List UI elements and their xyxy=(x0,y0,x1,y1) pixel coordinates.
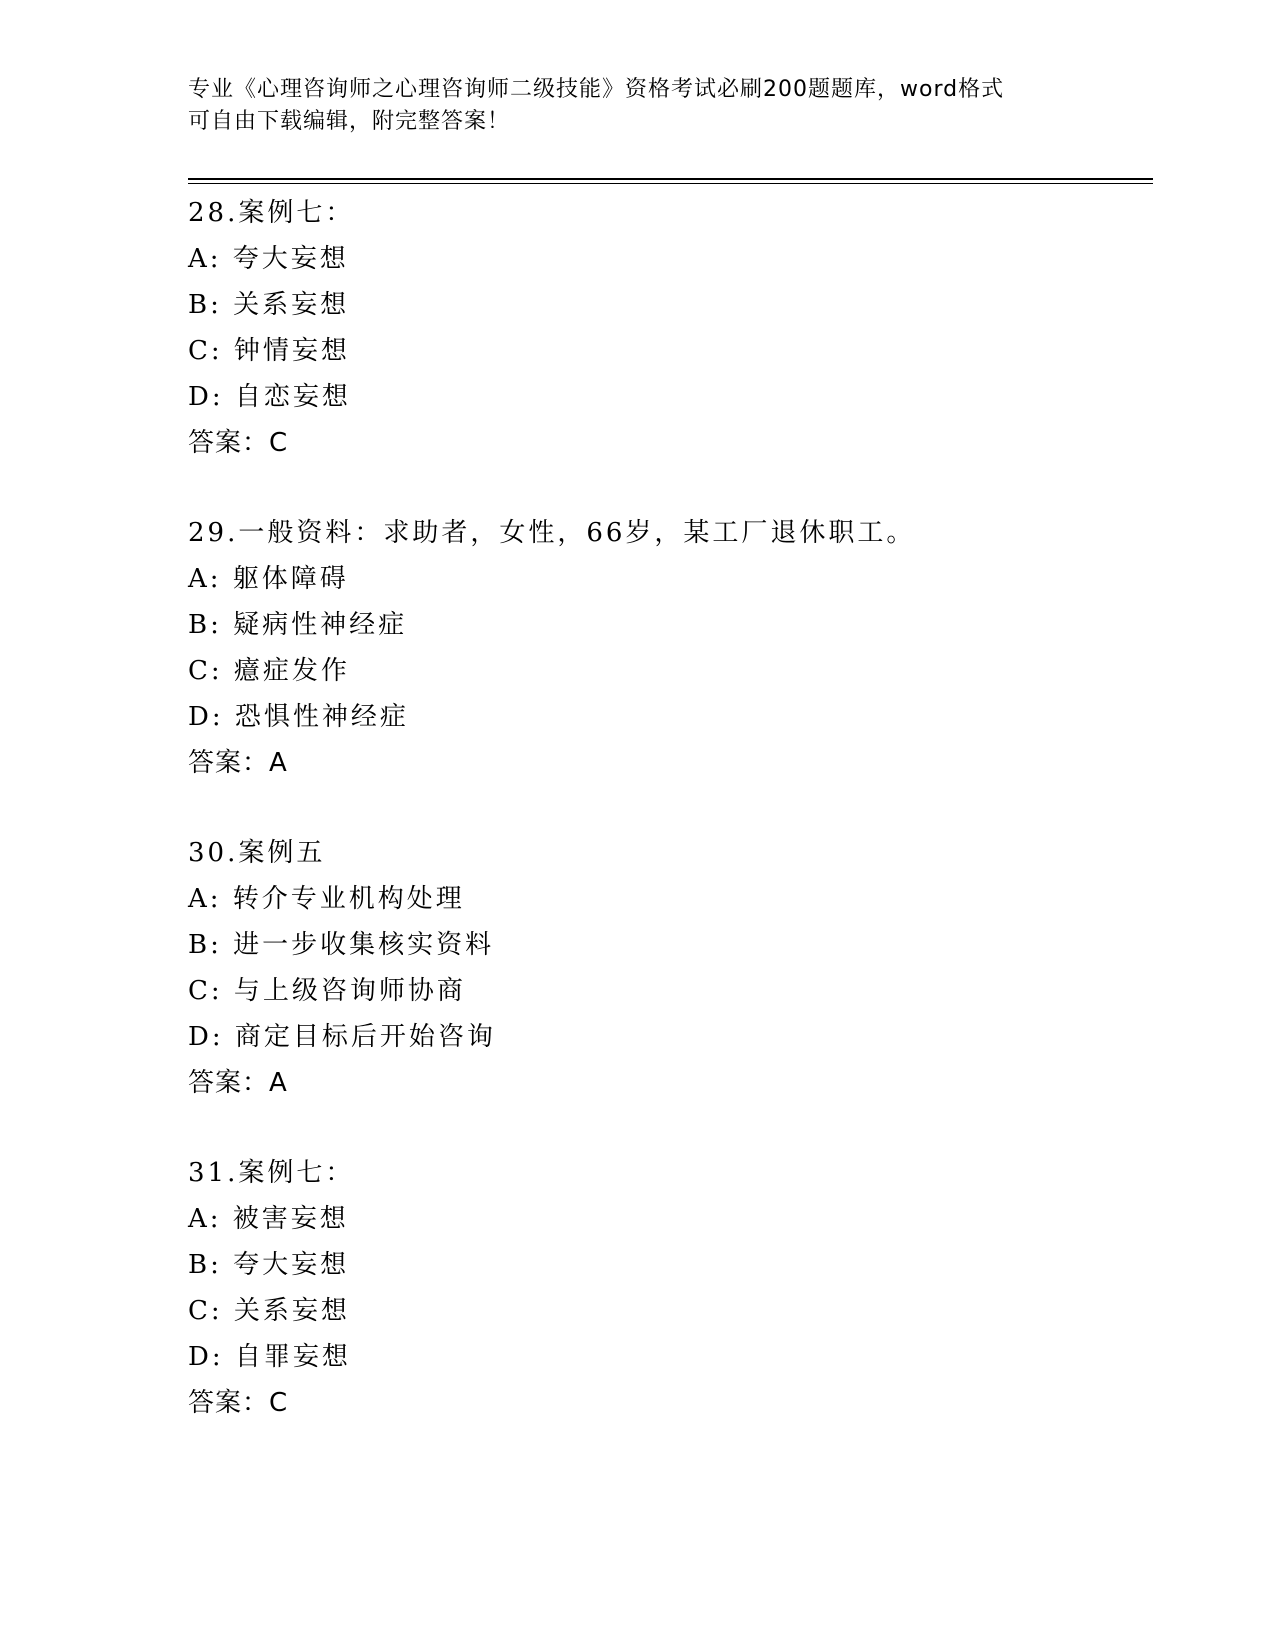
option-a: A: 躯体障碍 xyxy=(188,564,349,594)
option-d: D: 恐惧性神经症 xyxy=(188,702,409,732)
question-stem: 31.案例七： xyxy=(188,1158,355,1188)
answer: 答案：A xyxy=(188,748,288,778)
option-d: D: 商定目标后开始咨询 xyxy=(188,1022,496,1052)
question-stem: 30.案例五 xyxy=(188,838,326,868)
question-stem: 29.一般资料：求助者，女性，66岁，某工厂退休职工。 xyxy=(188,518,916,548)
option-c: C: 钟情妄想 xyxy=(188,336,350,366)
option-a: A: 转介专业机构处理 xyxy=(188,884,465,914)
question-30 xyxy=(188,830,1148,1150)
question-stem: 28.案例七： xyxy=(188,198,355,228)
option-a: A: 夸大妄想 xyxy=(188,244,349,274)
answer: 答案：C xyxy=(188,428,289,458)
document-header xyxy=(188,74,1068,138)
option-c: C: 关系妄想 xyxy=(188,1296,350,1326)
answer: 答案：A xyxy=(188,1068,288,1098)
option-d: D: 自恋妄想 xyxy=(188,382,351,412)
question-28 xyxy=(188,190,1148,510)
option-d: D: 自罪妄想 xyxy=(188,1342,351,1372)
option-b: B: 疑病性神经症 xyxy=(188,610,408,640)
question-31 xyxy=(188,1150,1148,1470)
option-c: C: 癔症发作 xyxy=(188,656,350,686)
option-a: A: 被害妄想 xyxy=(188,1204,349,1234)
option-b: B: 进一步收集核实资料 xyxy=(188,930,495,960)
option-b: B: 关系妄想 xyxy=(188,290,350,320)
answer: 答案：C xyxy=(188,1388,289,1418)
header-line-2: 可自由下载编辑，附完整答案！ xyxy=(188,109,511,134)
question-29 xyxy=(188,510,1148,830)
option-c: C: 与上级咨询师协商 xyxy=(188,976,466,1006)
header-line-1: 专业《心理咨询师之心理咨询师二级技能》资格考试必刷200题题库，word格式 xyxy=(188,77,1005,102)
header-divider xyxy=(188,178,1153,184)
question-list xyxy=(188,190,1148,1470)
option-b: B: 夸大妄想 xyxy=(188,1250,350,1280)
